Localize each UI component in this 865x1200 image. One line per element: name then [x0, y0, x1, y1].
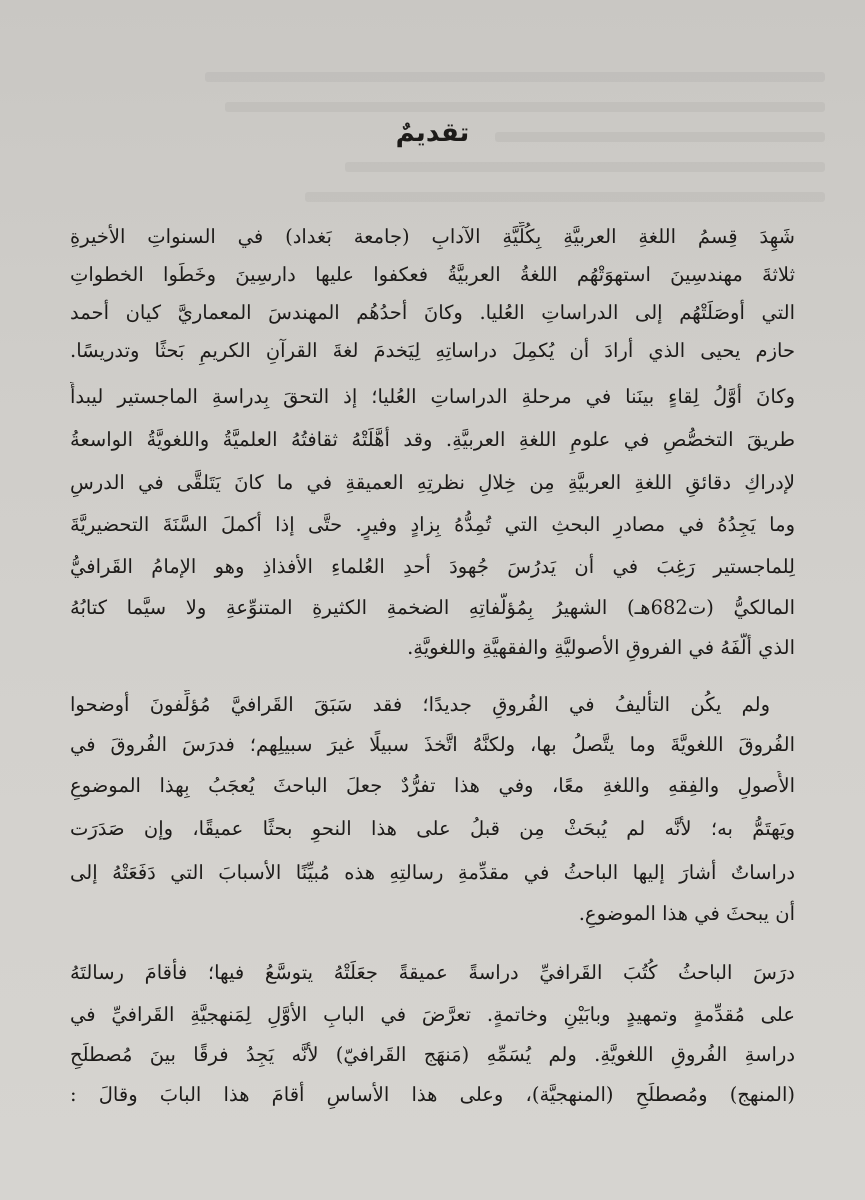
- paragraph-1-line-9: لِلماجستير رَغِبَ في أن يَدرُسَ جُهودَ أحدِ العُلماءِ الأفذاذِ وهو الإمامُ القَرافيُّ: [70, 555, 795, 578]
- bleed-through-mark: [225, 102, 825, 112]
- paragraph-1-line-3: التي أوصَلَتْهُم إلى الدراساتِ العُليا. وكانَ أحدُهُم المهندسَ المعماريَّ كيان أحمد: [70, 301, 795, 324]
- bleed-through-mark: [345, 162, 825, 172]
- paragraph-1-line-2: ثلاثةَ مهندسِينَ استهوَتْهُم اللغةُ العربيَّةُ فعكفوا عليها دارسِينَ وخَطَوا الخطواتِ: [70, 263, 795, 286]
- paragraph-1-line-4: حازم يحيى الذي أرادَ أن يُكمِلَ دراساتِهِ لِيَخدمَ لغةَ القرآنِ الكريمِ بَحثًا وتدريسًا.: [70, 339, 795, 362]
- bleed-through-mark: [305, 192, 825, 202]
- paragraph-3-line-1: درَسَ الباحثُ كُتُبَ القَرافيِّ دراسةً عميقةً جعَلَتْهُ يتوسَّعُ فيها؛ فأقامَ رسالتَهُ: [70, 961, 795, 984]
- page-title: تقديمٌ: [395, 118, 470, 148]
- paragraph-2-line-4: ويَهتَمُّ به؛ لأنَّه لم يُبحَثْ مِن قبلُ على هذا النحوِ بحثًا عميقًا، وإن صَدَرَت: [70, 817, 795, 840]
- bleed-through-mark: [205, 72, 825, 82]
- paragraph-3-line-2: على مُقدِّمةٍ وتمهيدٍ وبابَيْنِ وخاتمةٍ. تعرَّضَ في البابِ الأوَّلِ لِمَنهجيَّةِ القَرافيِّ في: [70, 1003, 795, 1026]
- paragraph-1-line-10: المالكيُّ (ت682هـ) الشهيرُ بِمُؤلَّفاتِهِ الضخمةِ الكثيرةِ المتنوِّعةِ ولا سيَّما كتابُهُ: [70, 596, 795, 619]
- paragraph-1-line-8: وما يَجِدُهُ في مصادرِ البحثِ التي تُمِدُّهُ بِزادٍ وفيرٍ. حتَّى إذا أكملَ السَّنَةَ التحضيريَّةَ: [70, 513, 795, 536]
- paragraph-3-line-3: دراسةِ الفُروقِ اللغويَّةِ. ولم يُسَمِّهِ (مَنهَج القَرافيّ) لأنَّه يَجِدُ فرقًا بينَ مُصطلَحِ: [70, 1043, 795, 1066]
- paragraph-2-line-6: أن يبحثَ في هذا الموضوعِ.: [578, 902, 795, 925]
- paragraph-2-line-2: الفُروقَ اللغويَّةَ وما يتَّصلُ بها، ولكنَّهُ اتَّخذَ سبيلًا غيرَ سبيلِهم؛ فدرَسَ الفُروقَ في: [70, 733, 795, 756]
- paragraph-1-line-11: الذي ألَّفَهُ في الفروقِ الأصوليَّةِ والفقهيَّةِ واللغويَّةِ.: [407, 636, 795, 659]
- paragraph-2-line-3: الأُصولِ والفِقهِ واللغةِ معًا، وفي هذا تفرُّدٌ جعلَ الباحثَ يُعجَبُ بِهذا الموضوعِ: [70, 774, 795, 797]
- paragraph-1-line-7: لإدراكِ دقائقِ اللغةِ العربيَّةِ مِن خِلالِ نظرتِهِ العميقةِ في ما كانَ يَتَلقَّى في الدرسِ: [70, 471, 795, 494]
- paragraph-1-line-6: طريقَ التخصُّصِ في علومِ اللغةِ العربيَّةِ. وقد أهَّلَتْهُ ثقافتُهُ العلميَّةُ واللغويَّةُ الواسعةُ: [70, 428, 795, 451]
- paragraph-2-line-5: دراساتٌ أشارَ إليها الباحثُ في مقدِّمةِ رسالتِهِ هذه مُبيِّنًا الأسبابَ التي دَفَعَتْهُ إلى: [70, 861, 795, 884]
- paragraph-2-line-1: ولم يكُن التأليفُ في الفُروقِ جديدًا؛ فقد سَبَقَ القَرافيَّ مُؤلِّفونَ أوضحوا: [70, 693, 770, 716]
- paragraph-3-line-4: (المنهج) ومُصطلَحِ (المنهجيَّة)، وعلى هذا الأساسِ أقامَ هذا البابَ وقالَ :: [70, 1083, 795, 1106]
- paragraph-1-line-1: شَهِدَ قِسمُ اللغةِ العربيَّةِ بِكُلِّيَّةِ الآدابِ (جامعة بَغداد) في السنواتِ الأخيرةِ: [70, 225, 795, 248]
- paragraph-1-line-5: وكانَ أوَّلُ لِقاءٍ بينَنا في مرحلةِ الدراساتِ العُليا؛ إذ التحقَ بِدراسةِ الماجستير ليبدأَ: [70, 385, 795, 408]
